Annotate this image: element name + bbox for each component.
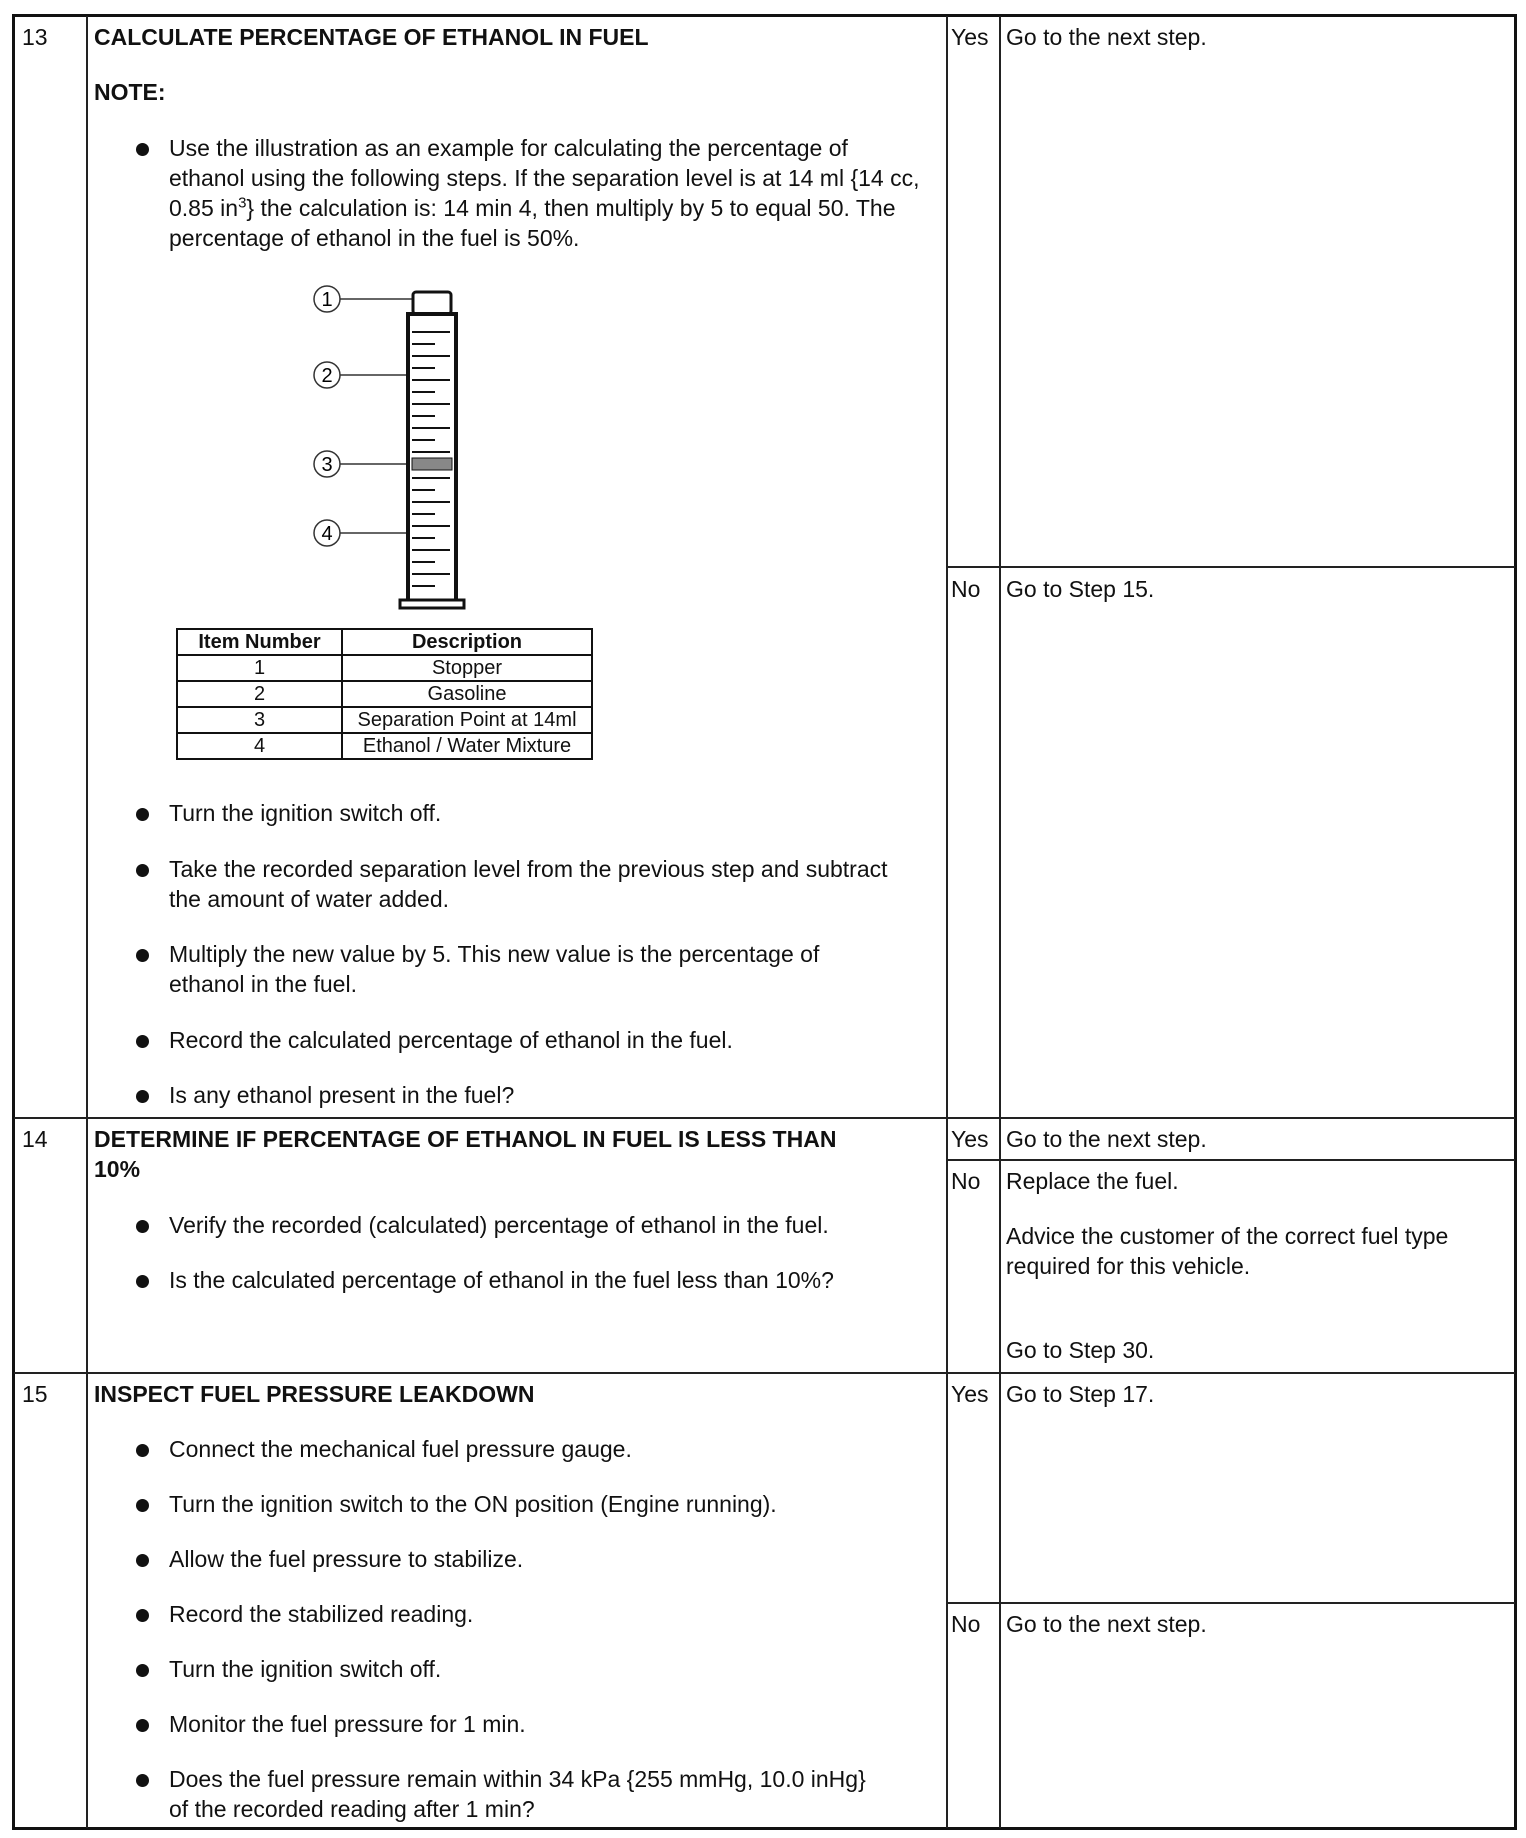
column-divider-action [946, 16, 948, 1828]
bullet-icon [136, 143, 149, 156]
callout-1 [314, 286, 412, 312]
list-item: Record the calculated percentage of ethanol in the fuel. [169, 1027, 733, 1053]
no-action-goto: Go to Step 30. [1006, 1337, 1155, 1363]
no-action-advice: Advice the customer of the correct fuel type required for this vehicle. [1006, 1223, 1449, 1279]
yes-label: Yes [951, 1381, 989, 1407]
table-row [177, 707, 592, 733]
step-number: 15 [22, 1381, 48, 1407]
list-item: Monitor the fuel pressure for 1 min. [169, 1711, 526, 1737]
bullet-icon [136, 1774, 149, 1787]
step-title-line-1: DETERMINE IF PERCENTAGE OF ETHANOL IN FUEL IS LESS THAN [94, 1126, 837, 1152]
note-text: Use the illustration as an example for calculating the percentage of ethanol using the following steps. If the separation level is at 14 ml {14 cc, 0.85 $in^3$} the calculation is: 14 min 4, then multiply by 5 to equal 50. The percentage of ethanol in the fuel is 50%. [169, 135, 920, 251]
callout-3 [314, 451, 410, 477]
item-legend-table [176, 628, 593, 760]
yes-no-divider-13 [946, 566, 1515, 568]
svg-text:2: 2 [321, 365, 333, 387]
list-item: Turn the ignition switch off. [169, 800, 442, 826]
list-item: Does the fuel pressure remain within 34 kPa {255 mmHg, 10.0 inHg} of the recorded reading after 1 min? [169, 1766, 866, 1822]
step-title-line-2: 10% [94, 1156, 141, 1182]
table-cell: 4 [177, 733, 342, 759]
bullet-icon [136, 864, 149, 877]
step-title: CALCULATE PERCENTAGE OF ETHANOL IN FUEL [94, 24, 649, 50]
yes-no-divider-14 [946, 1159, 1515, 1161]
list-item: Turn the ignition switch to the ON position (Engine running). [169, 1491, 777, 1517]
svg-text:3: 3 [321, 454, 333, 476]
svg-text:1: 1 [321, 289, 333, 311]
table-row [177, 655, 592, 681]
list-item: Is any ethanol present in the fuel? [169, 1082, 515, 1108]
note-label: NOTE: [94, 79, 166, 105]
bullet-icon [136, 808, 149, 821]
bullet-icon [136, 1664, 149, 1677]
bullet-icon [136, 1554, 149, 1567]
yes-no-divider-15 [946, 1602, 1515, 1604]
table-header-item-number: Item Number [177, 629, 342, 655]
table-header-description: Description [342, 629, 592, 655]
list-item: Verify the recorded (calculated) percentage of ethanol in the fuel. [169, 1212, 829, 1238]
table-cell: Gasoline [342, 681, 592, 707]
bullet-icon [136, 1275, 149, 1288]
table-cell: Stopper [342, 655, 592, 681]
table-cell: 1 [177, 655, 342, 681]
bullet-icon [136, 1444, 149, 1457]
step-number: 13 [22, 24, 48, 50]
no-action: Go to the next step. [1006, 1611, 1207, 1637]
no-action-replace: Replace the fuel. [1006, 1168, 1179, 1194]
table-row [177, 733, 592, 759]
bullet-icon [136, 1090, 149, 1103]
list-item: Allow the fuel pressure to stabilize. [169, 1546, 524, 1572]
graduated-cylinder-illustration [300, 282, 470, 612]
svg-text:4: 4 [321, 523, 333, 545]
yes-label: Yes [951, 24, 989, 50]
row-divider-13-14 [14, 1117, 1515, 1119]
no-label: No [951, 576, 981, 602]
column-divider-result [999, 16, 1001, 1828]
list-item: Is the calculated percentage of ethanol in the fuel less than 10%? [169, 1267, 834, 1293]
yes-action: Go to Step 17. [1006, 1381, 1155, 1407]
list-item: Take the recorded separation level from the previous step and subtract the amount of water added. [169, 856, 888, 912]
list-item: Connect the mechanical fuel pressure gauge. [169, 1436, 632, 1462]
bullet-icon [136, 1220, 149, 1233]
callout-4 [314, 520, 410, 546]
bullet-icon [136, 1499, 149, 1512]
table-header-row [177, 629, 592, 655]
table-cell: Ethanol / Water Mixture [342, 733, 592, 759]
no-action: Go to Step 15. [1006, 576, 1155, 602]
bullet-icon [136, 1609, 149, 1622]
yes-label: Yes [951, 1126, 989, 1152]
column-divider-number [86, 16, 88, 1828]
bullet-icon [136, 1719, 149, 1732]
list-item: Turn the ignition switch off. [169, 1656, 442, 1682]
table-cell: 3 [177, 707, 342, 733]
callout-2 [314, 362, 410, 388]
row-divider-14-15 [14, 1372, 1515, 1374]
step-number: 14 [22, 1126, 48, 1152]
list-item: Multiply the new value by 5. This new value is the percentage of ethanol in the fuel. [169, 941, 820, 997]
table-cell: Separation Point at 14ml [342, 707, 592, 733]
no-label: No [951, 1611, 981, 1637]
table-cell: 2 [177, 681, 342, 707]
bullet-icon [136, 949, 149, 962]
yes-action: Go to the next step. [1006, 1126, 1207, 1152]
bullet-icon [136, 1035, 149, 1048]
table-row [177, 681, 592, 707]
list-item: Record the stabilized reading. [169, 1601, 474, 1627]
step-title: INSPECT FUEL PRESSURE LEAKDOWN [94, 1381, 535, 1407]
yes-action: Go to the next step. [1006, 24, 1207, 50]
no-label: No [951, 1168, 981, 1194]
